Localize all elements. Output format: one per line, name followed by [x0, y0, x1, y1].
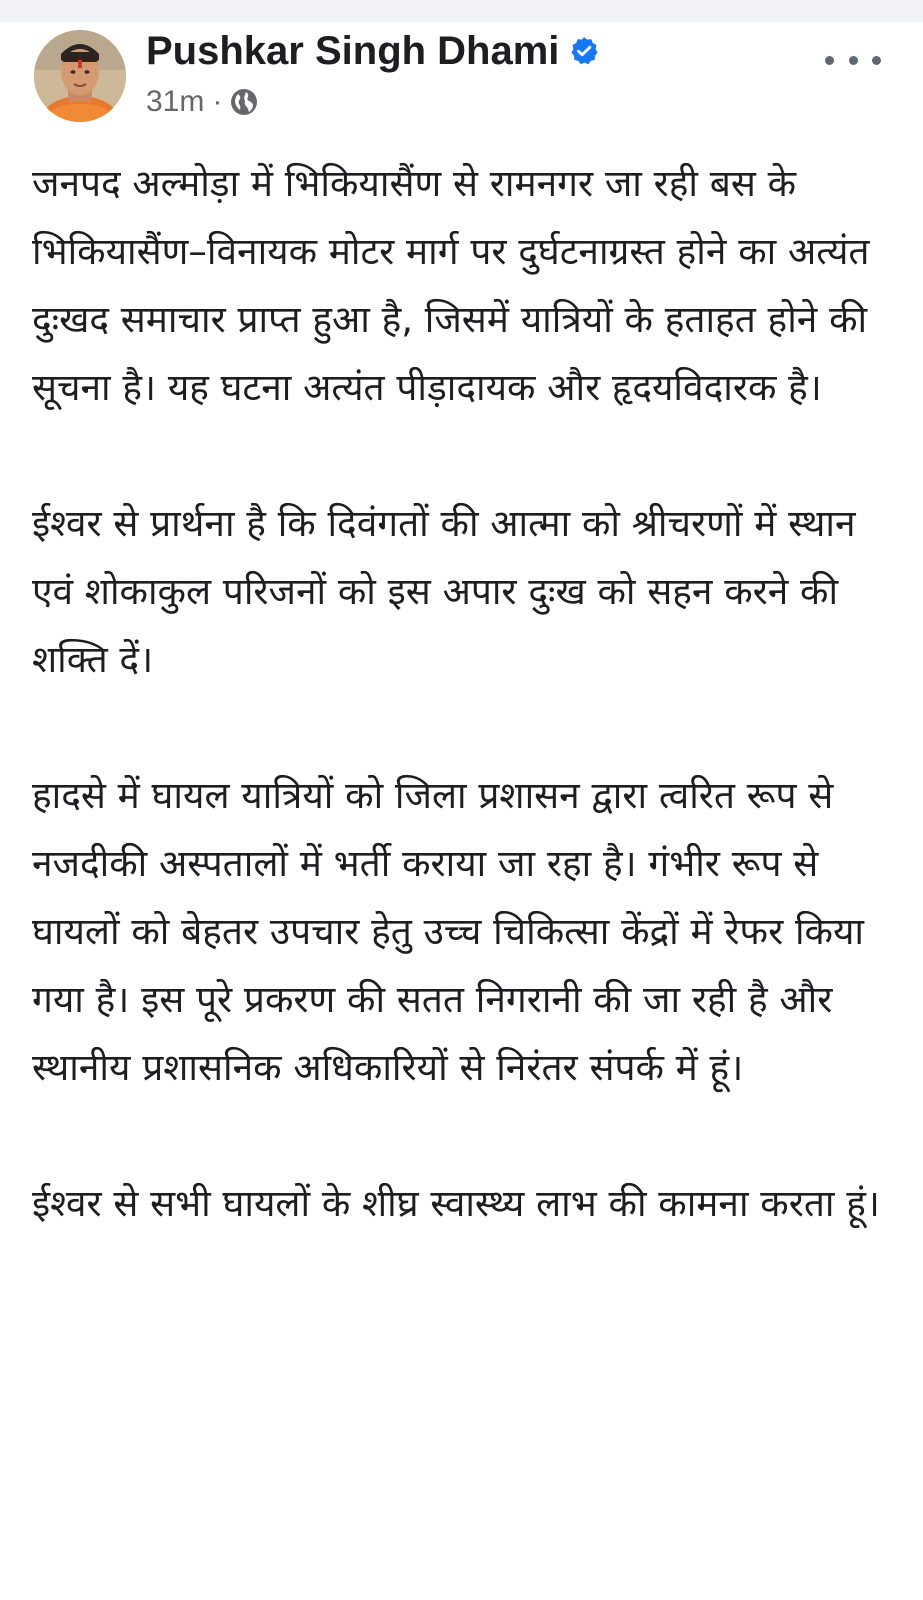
- verified-badge-icon: [569, 36, 599, 66]
- more-options-icon: [825, 56, 834, 65]
- more-options-icon-dot: [849, 56, 858, 65]
- author-name[interactable]: Pushkar Singh Dhami: [146, 28, 560, 73]
- post-paragraph: ईश्वर से प्रार्थना है कि दिवंगतों की आत्मा को श्रीचरणों में स्थान एवं शोकाकुल परिजनों को इस अपार दुःख को सहन करने की शक्ति दें।: [32, 502, 856, 681]
- feed-top-edge: [0, 0, 923, 23]
- post-header: [0, 22, 923, 132]
- post-paragraph: ईश्वर से सभी घायलों के शीघ्र स्वास्थ्य लाभ की कामना करता हूं।: [32, 1182, 880, 1225]
- author-row: [146, 26, 599, 76]
- avatar[interactable]: [34, 30, 126, 122]
- facebook-post: [0, 22, 923, 1600]
- post-timestamp[interactable]: 31m: [146, 85, 205, 118]
- more-options-button[interactable]: [825, 40, 881, 80]
- more-options-icon-dot: [872, 56, 881, 65]
- post-paragraph: हादसे में घायल यात्रियों को जिला प्रशासन द्वारा त्वरित रूप से नजदीकी अस्पतालों में भर्ती कराया जा रहा है। गंभीर रूप से घायलों को बेहतर उपचार हेतु उच्च चिकित्सा केंद्रों में रेफर किया गया है। इस पूरे प्रकरण की सतत निगरानी की जा रही है और स्थानीय प्रशासनिक अधिकारियों से निरंतर संपर्क में हूं।: [32, 774, 865, 1089]
- avatar-image: [34, 30, 126, 122]
- post-meta: [146, 84, 258, 120]
- meta-separator: ·: [212, 85, 223, 118]
- globe-icon[interactable]: [230, 88, 258, 116]
- post-paragraph: जनपद अल्मोड़ा में भिकियासैंण से रामनगर जा रही बस के भिकियासैंण–विनायक मोटर मार्ग पर दुर्घटनाग्रस्त होने का अत्यंत दुःखद समाचार प्राप्त हुआ है, जिसमें यात्रियों के हताहत होने की सूचना है। यह घटना अत्यंत पीड़ादायक और हृदयविदारक है।: [32, 162, 870, 409]
- post-text: [32, 150, 892, 1238]
